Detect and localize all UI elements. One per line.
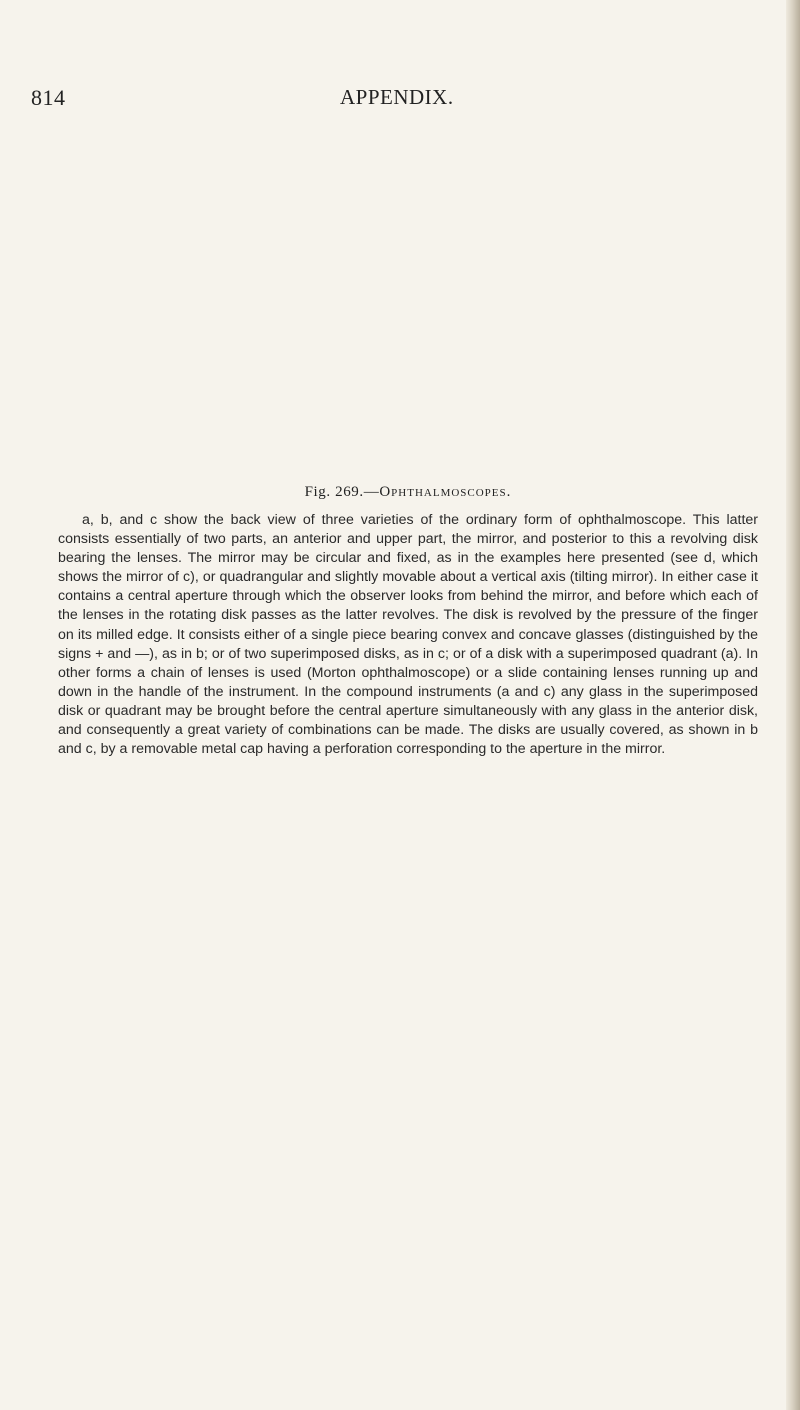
figure-name: Ophthalmoscopes. bbox=[379, 484, 512, 500]
page-number: 814 bbox=[31, 85, 66, 110]
figure-caption-block bbox=[58, 484, 758, 759]
figure-caption: a, b, and c show the back view of three varieties of the ordinary form of ophthalmoscope. This latter consists essentially of two parts, an anterior and upper part, the mirror, and posterior to this a revolving disk bearing the lenses. The mirror may be circular and fixed, as in the examples here presented (see d, which shows the mirror of c), or quadrangular and slightly movable about a vertical axis (tilting mirror). In either case it contains a central aperture through which the observer looks from behind the mirror, and before which each of the lenses in the rotating disk passes as the latter revolves. The disk is revolved by the pressure of the finger on its milled edge. It consists either of a single piece bearing convex and concave glasses (distinguished by the signs + and —), as in b; or of two superimposed disks, as in c; or of a disk with a superimposed quadrant (a). In other forms a chain of lenses is used (Morton ophthalmoscope) or a slide containing lenses running up and down in the handle of the instrument. In the compound instruments (a and c) any glass in the superimposed disk or quadrant may be brought before the central aperture simultaneously with any glass in the anterior disk, and consequently a great variety of combinations can be made. The disks are usually covered, as shown in b and c, by a removable metal cap having a perforation corresponding to the aperture in the mirror. bbox=[58, 512, 758, 758]
figure-title bbox=[58, 484, 758, 501]
running-head: APPENDIX. bbox=[340, 85, 454, 109]
figure-label: Fig. 269.— bbox=[304, 484, 380, 500]
page-edge bbox=[786, 0, 800, 1410]
